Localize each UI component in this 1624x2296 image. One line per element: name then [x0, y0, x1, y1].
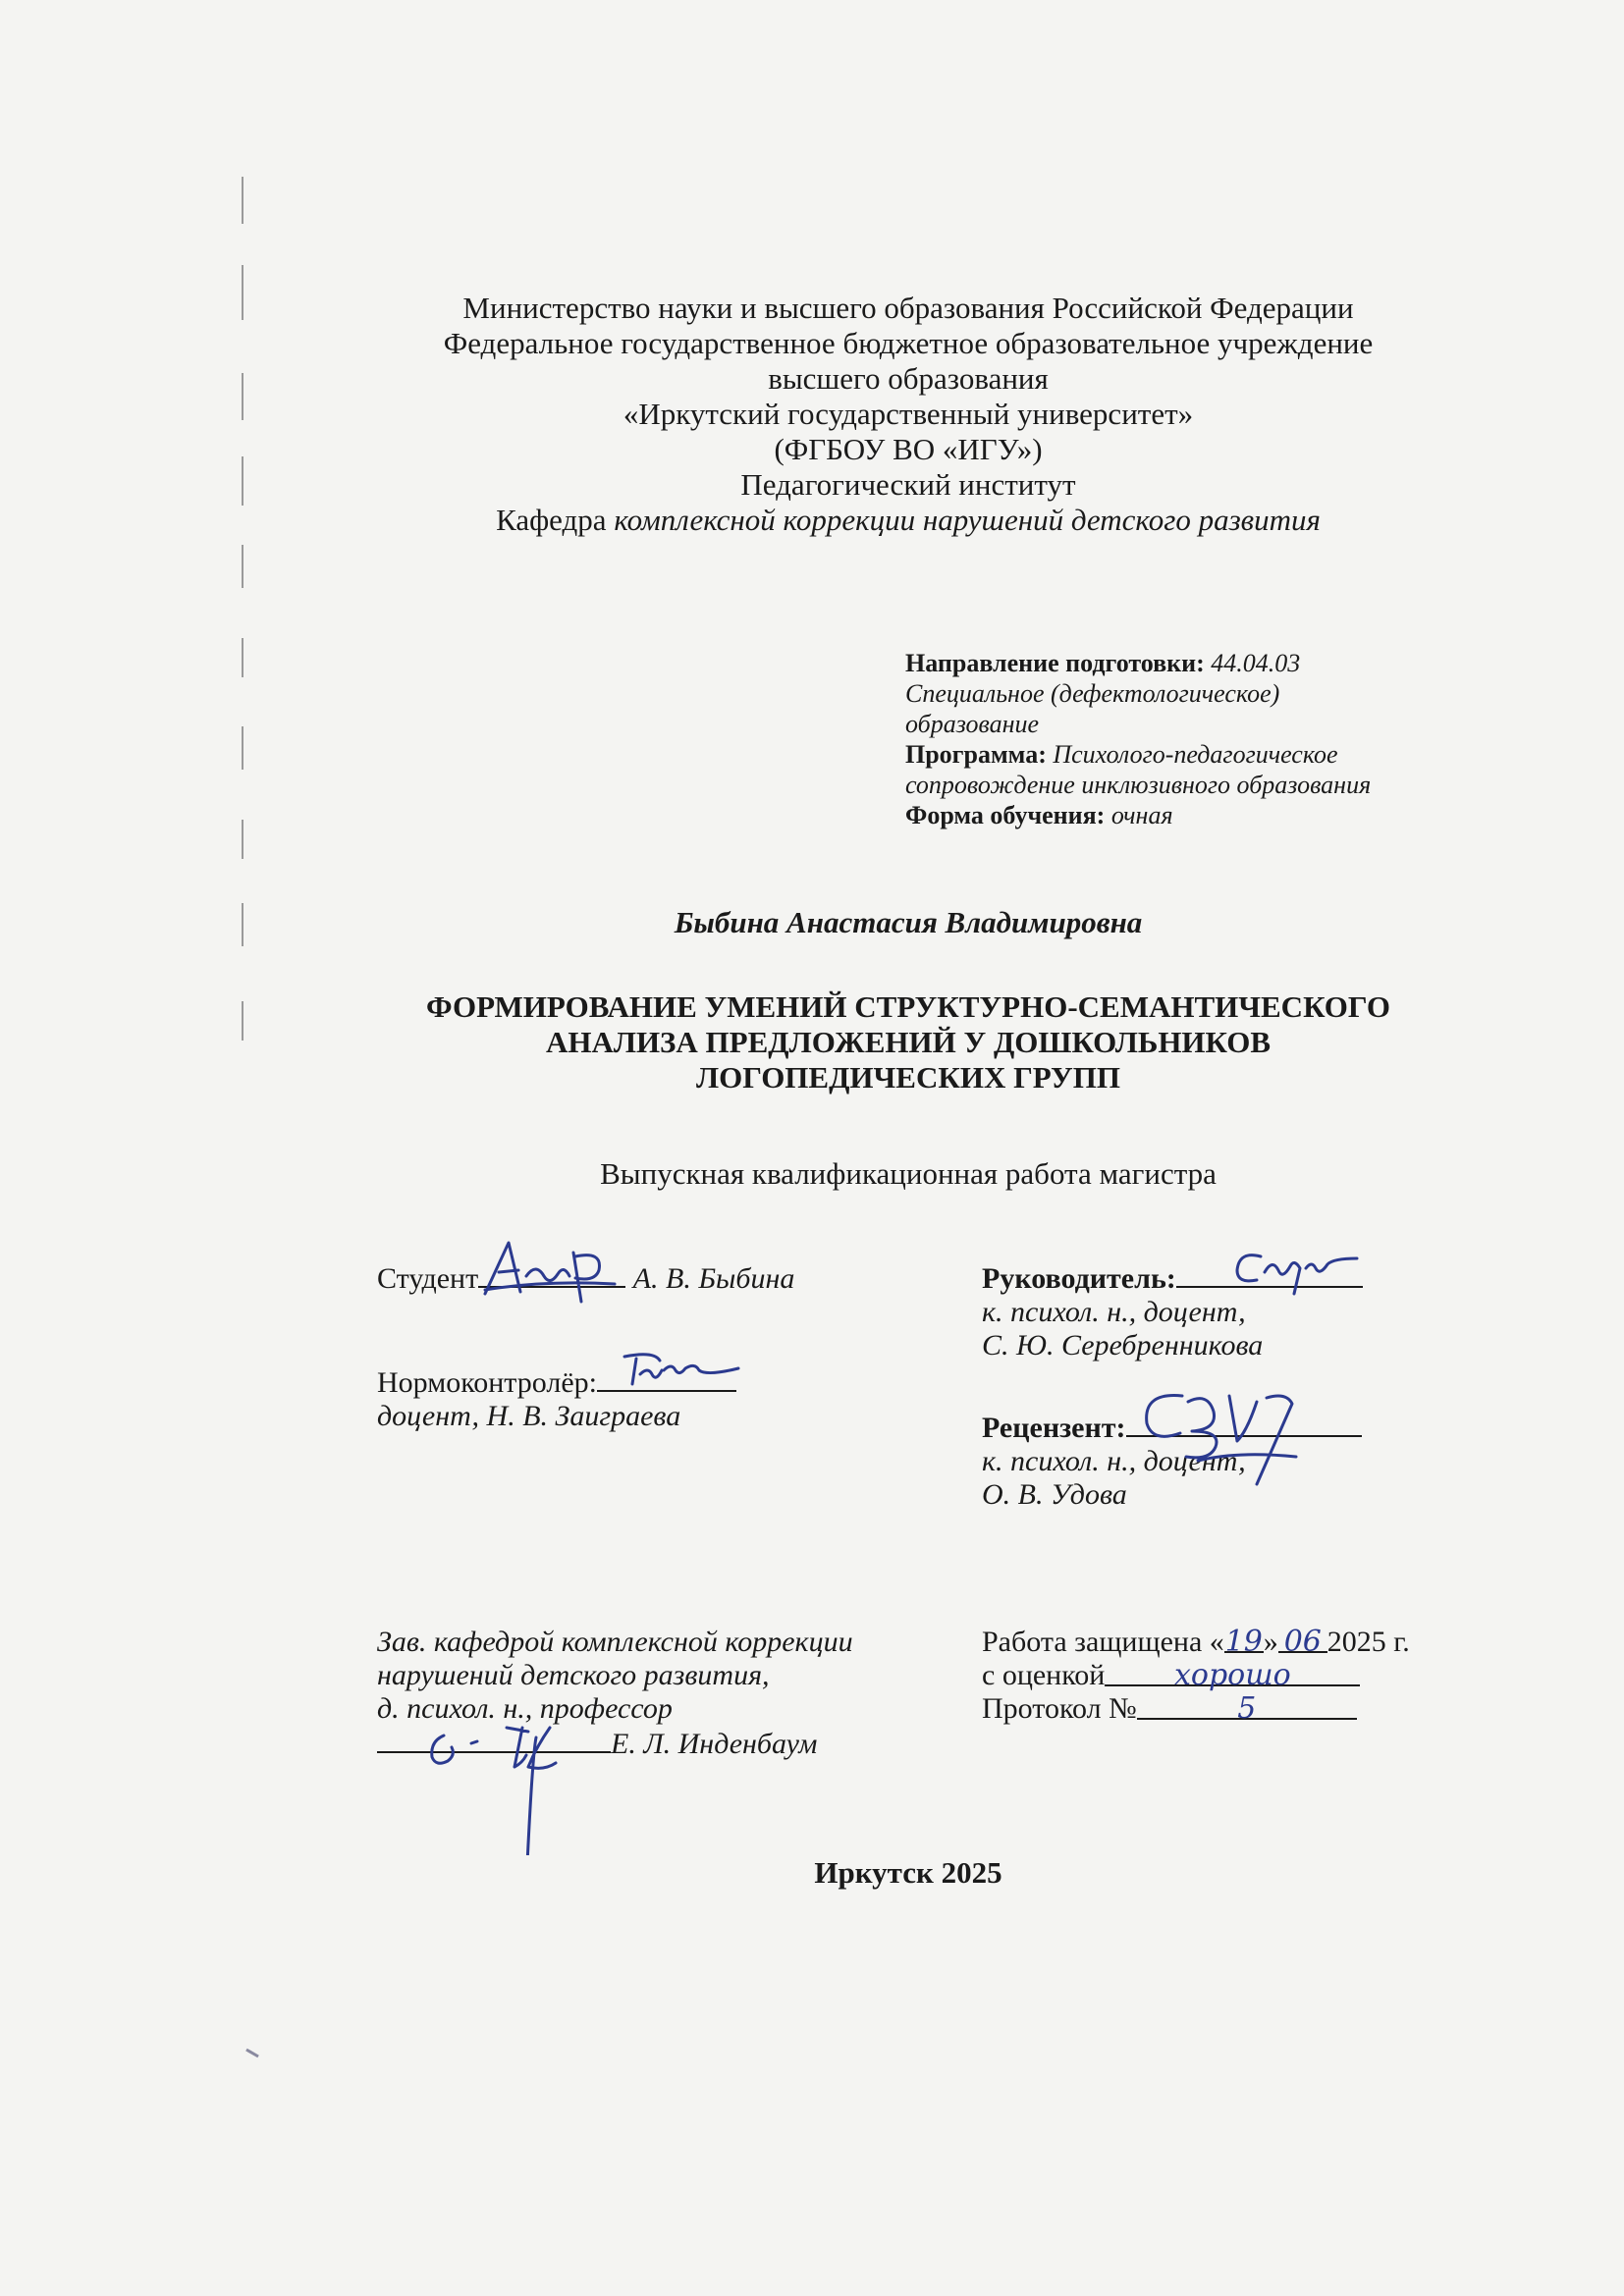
- supervisor-label: Руководитель:: [982, 1262, 1176, 1295]
- normcontrol-name: доцент, Н. В. Заиграева: [377, 1400, 681, 1432]
- city-year: Иркутск 2025: [814, 1855, 1002, 1890]
- grade-value: хорошо: [1105, 1659, 1360, 1686]
- supervisor-signature-icon: [1221, 1239, 1369, 1298]
- normcontrol-signature-icon: [615, 1345, 742, 1394]
- defended-prefix: Работа защищена «: [982, 1626, 1224, 1658]
- margin-mark: [242, 456, 244, 506]
- header-block: [295, 291, 1522, 538]
- margin-mark: [242, 545, 244, 588]
- reviewer-label: Рецензент:: [982, 1412, 1126, 1444]
- reviewer-name: О. В. Удова: [982, 1478, 1127, 1511]
- protocol-label: Протокол №: [982, 1692, 1137, 1725]
- title-line: ЛОГОПЕДИЧЕСКИХ ГРУПП: [696, 1060, 1120, 1095]
- protocol-line: [982, 1692, 1410, 1726]
- abbreviation-line: (ФГБОУ ВО «ИГУ»): [774, 432, 1043, 466]
- head-name: Е. Л. Инденбаум: [611, 1728, 818, 1760]
- program-value: Психолого-педагогическое: [1053, 740, 1338, 769]
- supervisor-degree: к. психол. н., доцент,: [982, 1296, 1246, 1328]
- grade-line: [982, 1659, 1410, 1692]
- department-name: комплексной коррекции нарушений детского развития: [614, 503, 1321, 537]
- direction-line2: Специальное (дефектологическое): [905, 679, 1280, 708]
- normcontrol-label: Нормоконтролёр:: [377, 1366, 598, 1399]
- work-type: Выпускная квалификационная работа магистра: [600, 1156, 1217, 1191]
- defended-line: [982, 1626, 1410, 1659]
- head-signature-icon: [412, 1708, 589, 1855]
- direction-line3: образование: [905, 710, 1040, 738]
- head-title-line2: нарушений детского развития,: [377, 1659, 770, 1691]
- defended-month: 06: [1278, 1626, 1327, 1653]
- student-name: А. В. Быбина: [632, 1262, 795, 1295]
- margin-mark: [242, 1001, 244, 1041]
- institution-line: Федеральное государственное бюджетное образовательное учреждение: [443, 326, 1374, 360]
- grade-label: с оценкой: [982, 1659, 1106, 1691]
- supervisor-name: С. Ю. Серебренникова: [982, 1329, 1264, 1362]
- education-line: высшего образования: [768, 361, 1049, 396]
- institute-line: Педагогический институт: [740, 467, 1076, 502]
- department-prefix: Кафедра: [496, 503, 607, 537]
- student-label: Студент: [377, 1262, 479, 1295]
- form-value: очная: [1110, 801, 1173, 829]
- ministry-line: Министерство науки и высшего образования Российской Федерации: [462, 291, 1354, 325]
- author-name: Быбина Анастасия Владимировна: [674, 905, 1143, 939]
- form-label: Форма обучения:: [905, 801, 1106, 829]
- title-line: ФОРМИРОВАНИЕ УМЕНИЙ СТРУКТУРНО-СЕМАНТИЧЕСКОГО: [426, 989, 1390, 1024]
- direction-value: 44.04.03: [1211, 649, 1301, 677]
- protocol-value: 5: [1137, 1692, 1357, 1720]
- margin-mark: [242, 638, 244, 677]
- program-label: Программа:: [905, 740, 1047, 769]
- department-line: [295, 503, 1522, 538]
- direction-label: Направление подготовки:: [905, 649, 1205, 677]
- thesis-title: [295, 989, 1522, 1095]
- head-title-line3: д. психол. н., профессор: [377, 1692, 673, 1725]
- program-line2: сопровождение инклюзивного образования: [905, 771, 1372, 799]
- program-info: [905, 648, 1371, 830]
- defended-day: 19: [1224, 1625, 1263, 1659]
- university-line: «Иркутский государственный университет»: [623, 397, 1194, 431]
- head-title-line1: Зав. кафедрой комплексной коррекции: [377, 1626, 853, 1658]
- margin-mark: [242, 373, 244, 420]
- margin-mark: [242, 265, 244, 320]
- title-line: АНАЛИЗА ПРЕДЛОЖЕНИЙ У ДОШКОЛЬНИКОВ: [545, 1025, 1272, 1059]
- margin-mark: [242, 177, 244, 224]
- defended-sep: »: [1263, 1626, 1278, 1658]
- defended-year: 2025 г.: [1326, 1626, 1410, 1658]
- student-signature-icon: [475, 1233, 623, 1311]
- scan-mark: [245, 2049, 259, 2058]
- reviewer-signature-icon: [1139, 1382, 1316, 1490]
- margin-mark: [242, 726, 244, 770]
- reviewer-degree: к. психол. н., доцент,: [982, 1445, 1246, 1477]
- margin-mark: [242, 903, 244, 946]
- defense-block: [982, 1626, 1410, 1726]
- margin-mark: [242, 820, 244, 859]
